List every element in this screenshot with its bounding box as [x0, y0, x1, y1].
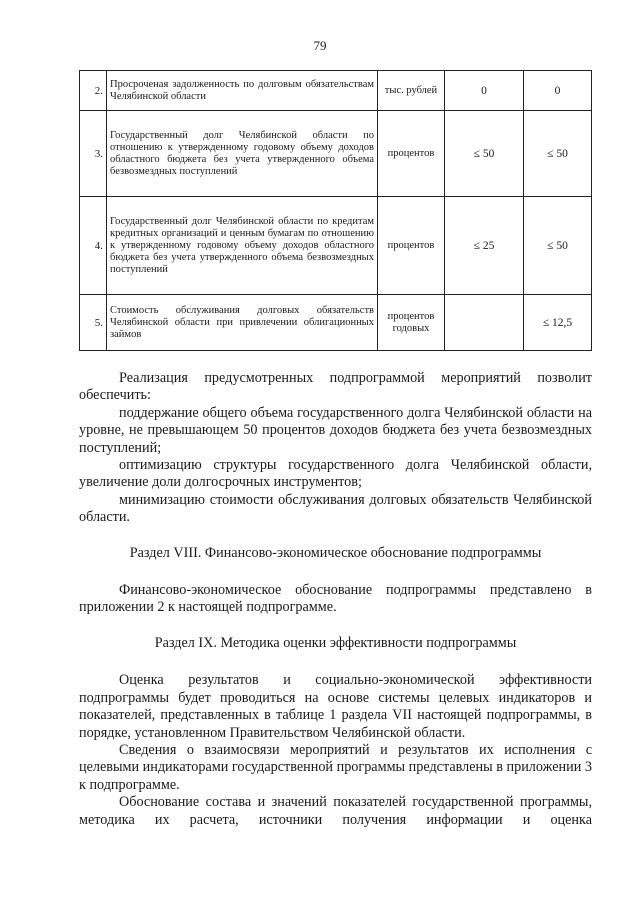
row-number: 2. [80, 71, 107, 111]
value-2: ≤ 12,5 [524, 295, 592, 351]
paragraph: поддержание общего объема государственного долга Челябинской области на уровне, не превышающем 50 процентов доходов бюджета без учета безвозмездных поступлений; [79, 404, 592, 456]
value-2: 0 [524, 71, 592, 111]
value-1: ≤ 25 [445, 197, 524, 295]
indicator-name: Просроченая задолженность по долговым обязательствам Челябинской области [107, 71, 378, 111]
row-number: 3. [80, 111, 107, 197]
value-1: 0 [445, 71, 524, 111]
table-row [80, 295, 592, 351]
indicator-name: Государственный долг Челябинской области по отношению к утвержденному годовому объему доходов областного бюджета без учета утвержденного объема безвозмездных поступлений [107, 111, 378, 197]
paragraph: Финансово-экономическое обоснование подпрограммы представлено в приложении 2 к настоящей подпрограмме. [79, 582, 592, 616]
value-2: ≤ 50 [524, 197, 592, 295]
section-heading-viii: Раздел VIII. Финансово-экономическое обоснование подпрограммы [129, 544, 542, 561]
value-1: ≤ 50 [445, 111, 524, 197]
paragraph: оптимизацию структуры государственного долга Челябинской области, увеличение доли долгосрочных инструментов; [79, 457, 592, 491]
paragraph: Сведения о взаимосвязи мероприятий и результатов их исполнения с целевыми индикаторами государственной программы представлены в приложении 3 к подпрограмме. [79, 741, 592, 793]
paragraph: Обоснование состава и значений показателей государственной программы, методика их расчета, источники получения информации и оценка [79, 794, 592, 828]
paragraph: Реализация предусмотренных подпрограммой мероприятий позволит обеспечить: [79, 370, 592, 404]
indicator-name: Государственный долг Челябинской области по кредитам кредитных организаций и ценным бумагам по отношению к утвержденному годовому объему доходов областного бюджета без учета утвержденного объема безвозмездных поступлений [107, 197, 378, 295]
indicators-table [79, 70, 592, 351]
table-row [80, 197, 592, 295]
row-number: 4. [80, 197, 107, 295]
paragraph: Оценка результатов и социально-экономической эффективности подпрограммы будет проводиться на основе системы целевых индикаторов и показателей, представленных в таблице 1 раздела VII настоящей подпрограммы, в порядке, установленном Правительством Челябинской области. [79, 672, 592, 741]
page-number: 79 [313, 38, 327, 53]
table-row [80, 71, 592, 111]
table-row [80, 111, 592, 197]
value-1 [445, 295, 524, 351]
unit: процентов [378, 197, 445, 295]
section-heading-ix: Раздел IX. Методика оценки эффективности подпрограммы [154, 634, 517, 651]
unit: тыс. рублей [378, 71, 445, 111]
row-number: 5. [80, 295, 107, 351]
unit: процентов годовых [378, 295, 445, 351]
body-text [79, 370, 592, 829]
value-2: ≤ 50 [524, 111, 592, 197]
unit: процентов [378, 111, 445, 197]
paragraph: минимизацию стоимости обслуживания долговых обязательств Челябинской области. [79, 491, 592, 526]
indicator-name: Стоимость обслуживания долговых обязательств Челябинской области при привлечении облигационных займов [107, 295, 378, 351]
